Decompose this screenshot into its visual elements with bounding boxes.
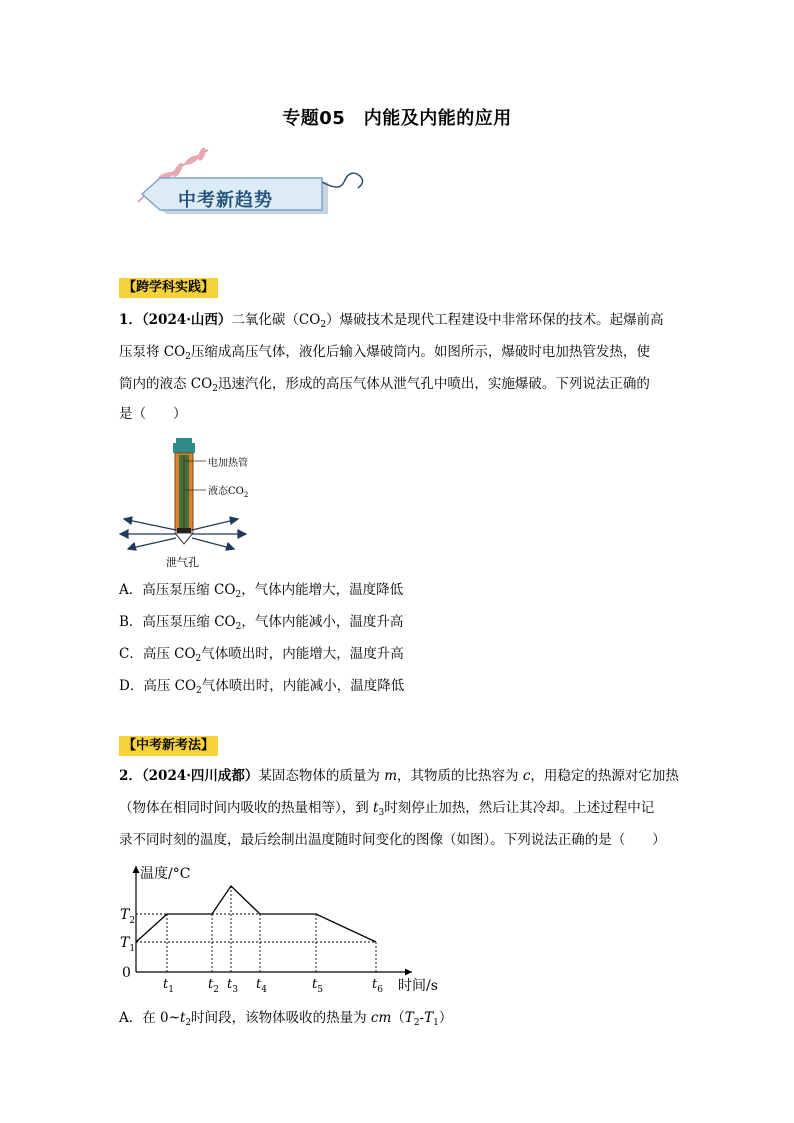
label-heater: 电加热管 bbox=[208, 458, 248, 469]
x-tick-t3: $t_3$ bbox=[227, 977, 238, 995]
page-title: 专题05 内能及内能的应用 bbox=[282, 108, 512, 129]
section-tag-new-exam-method: 【中考新考法】 bbox=[119, 736, 218, 756]
label-liquid-co2: 液态$CO_2$ bbox=[208, 486, 249, 499]
option-1-d[interactable]: D．高压 $CO_2$气体喷出时，内能减小，温度降低 bbox=[119, 678, 405, 696]
option-1-b[interactable]: B．高压泵压缩 $CO_2$，气体内能减小，温度升高 bbox=[119, 614, 404, 632]
blasting-tube-figure bbox=[118, 434, 268, 572]
x-tick-t1: $t_1$ bbox=[163, 977, 174, 995]
banner-label: 中考新趋势 bbox=[178, 190, 273, 211]
y-tick-T1: $T_1$ bbox=[120, 935, 136, 954]
x-tick-t6: $t_6$ bbox=[372, 977, 383, 995]
y-axis-label: 温度/°C bbox=[140, 866, 191, 882]
swirl-icon bbox=[322, 173, 363, 188]
temperature-time-chart bbox=[112, 858, 452, 998]
section-tag-interdisciplinary: 【跨学科实践】 bbox=[119, 278, 218, 298]
question-1-line-1: 1．（2024·山西）二氧化碳$(CO_2)$爆破技术是现代工程建设中非常环保的技术。起爆前高 bbox=[119, 312, 664, 330]
option-2-a[interactable]: A．在 $0\sim t_2$时间段，该物体吸收的热量为 $cm(T_2-T_1)$ bbox=[119, 1010, 453, 1028]
label-vent: 泄气孔 bbox=[166, 556, 199, 569]
question-1-line-2: 压泵将 $CO_2$压缩成高压气体，液化后输入爆破筒内。如图所示，爆破时电加热管发热，使 bbox=[119, 344, 650, 362]
question-2-line-2: （物体在相同时间内吸收的热量相等），到 $t_3$时刻停止加热，然后让其冷却。上述过程中记 bbox=[119, 800, 655, 818]
x-tick-t2: $t_2$ bbox=[208, 977, 219, 995]
x-tick-t5: $t_5$ bbox=[312, 977, 323, 995]
x-tick-t4: $t_4$ bbox=[256, 977, 267, 995]
question-2-line-3: 录不同时刻的温度，最后绘制出温度随时间变化的图像（如图）。下列说法正确的是（ ） bbox=[119, 832, 666, 848]
question-1-line-4: 是（ ） bbox=[119, 406, 187, 422]
option-1-c[interactable]: C．高压 $CO_2$气体喷出时，内能增大，温度升高 bbox=[119, 646, 404, 664]
option-1-a[interactable]: A．高压泵压缩 $CO_2$，气体内能增大，温度降低 bbox=[119, 582, 404, 600]
y-tick-T2: $T_2$ bbox=[120, 907, 136, 926]
y-tick-0: 0 bbox=[122, 965, 131, 981]
question-2-line-1: 2．（2024·四川成都）某固态物体的质量为 m，其物质的比热容为 c，用稳定的热源对它加热 bbox=[119, 768, 679, 784]
question-1-line-3: 筒内的液态 $CO_2$迅速汽化，形成的高压气体从泄气孔中喷出，实施爆破。下列说法正确的 bbox=[119, 376, 650, 394]
x-axis-label: 时间/s bbox=[398, 978, 438, 994]
